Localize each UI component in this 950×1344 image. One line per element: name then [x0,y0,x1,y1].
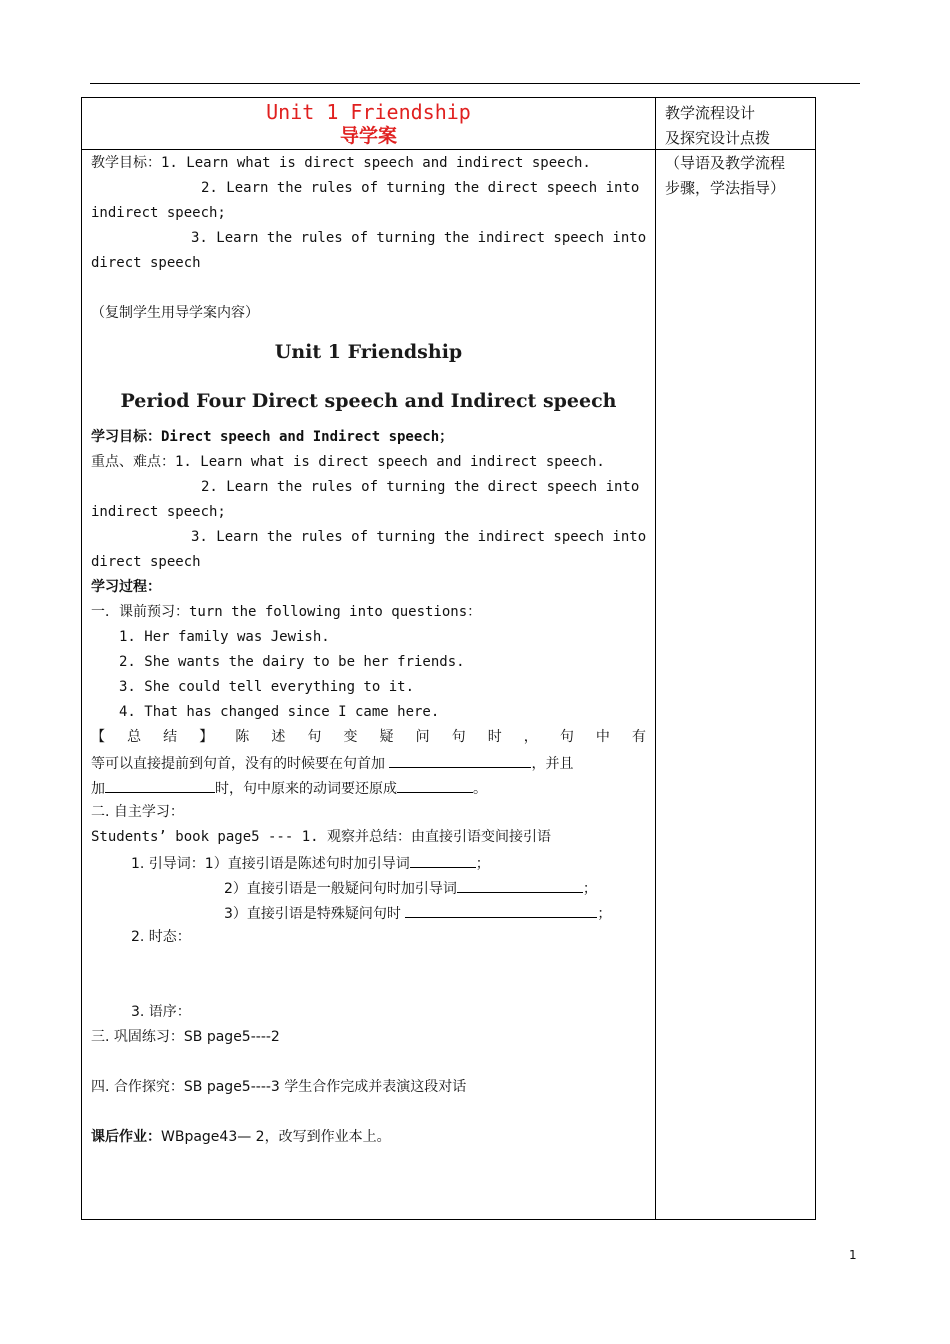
key-3a: 3. Learn the rules of turning the indirect speech into [191,529,647,545]
summary-char: 结 [163,729,178,745]
intro-line-a [91,850,646,875]
side-column-note [665,151,813,201]
summary-char: 】 [199,729,214,745]
key-line-2 [91,475,646,500]
spacer [91,975,646,1000]
lesson-table [81,97,816,1220]
summary-char: 疑 [379,729,394,745]
fill-blank[interactable] [405,900,597,918]
coop-a: 四. 合作探究：SB page5----3 [91,1079,285,1095]
fill-blank[interactable] [410,850,476,868]
objective-line-3 [91,201,646,226]
intro-b: 2）直接引语是一般疑问句时加引导词 [224,881,457,897]
goal-text: Direct speech and Indirect speech； [161,429,454,445]
header-rule [90,83,860,84]
spacer [91,950,646,975]
side-note-line-1: （导语及教学流程 [665,154,786,172]
homework-text: WBpage43— 2，改写到作业本上。 [161,1129,391,1145]
intro-line-b [91,875,646,900]
summary-char: 【 [91,729,105,745]
summary-text-3a: 加 [91,781,105,797]
key-line-3 [91,500,646,525]
period-title: Period Four Direct speech and Indirect speech [120,390,617,412]
objectives-label: 教学目标： [91,155,161,171]
summary-char: 有 [631,729,646,745]
preview-text: turn the following into questions： [189,604,482,620]
self-study-line [91,825,646,850]
title-cell [82,100,655,148]
main-content [91,151,646,1150]
objective-1: 1. Learn what is direct speech and indirect speech. [161,155,591,171]
objective-2a: 2. Learn the rules of turning the direct speech into [201,180,640,196]
objective-line-4 [91,226,646,251]
key-3b: direct speech [91,554,201,570]
objective-3a: 3. Learn the rules of turning the indirect speech into [191,230,647,246]
key-2a: 2. Learn the rules of turning the direct speech into [201,479,640,495]
side-header-line-2: 及探究设计点拨 [665,129,771,147]
intro-a: 1. 引导词：1）直接引语是陈述句时加引导词 [131,856,410,872]
side-column-header [665,101,770,151]
summary-char: 句 [451,729,466,745]
objective-line-1 [91,151,646,176]
coop-line [91,1075,646,1100]
question-3: 3. She could tell everything to it. [119,679,415,695]
summary-text-2b: ，并且 [531,756,574,772]
semicolon: ； [582,881,597,897]
intro-line-c [91,900,646,925]
summary-char: 总 [127,729,142,745]
summary-char: 时 [487,729,502,745]
practice-line: 三. 巩固练习：SB page5----2 [91,1029,280,1045]
spacer [91,276,646,301]
page-number: 1 [849,1248,857,1262]
process-label: 学习过程： [91,579,161,595]
summary-char: 陈 [235,729,250,745]
key-line-4 [91,525,646,550]
self-study-en: Students’ book page5 --- 1. [91,829,328,845]
summary-line-3 [91,775,646,800]
summary-char: 中 [595,729,610,745]
side-header-line-1: 教学流程设计 [665,104,756,122]
title-chinese: 导学案 [339,125,397,147]
self-study-cn: 观察并总结：由直接引语变间接引语 [327,829,552,845]
summary-char: 变 [343,729,358,745]
coop-b: 学生合作完成并表演这段对话 [284,1079,467,1095]
goal-label: 学习目标： [91,429,161,445]
summary-line-2 [91,750,646,775]
self-study-heading: 二. 自主学习： [91,804,184,820]
key-1: 1. Learn what is direct speech and indirect speech. [175,454,605,470]
question-1: 1. Her family was Jewish. [119,629,330,645]
homework-label: 课后作业： [91,1129,161,1145]
question-2: 2. She wants the dairy to be her friends. [119,654,465,670]
summary-text-3b: 时，句中原来的动词要还原成 [215,781,397,797]
summary-text-3c: 。 [473,781,487,797]
tense-line: 2. 时态： [131,929,191,945]
key-line-5 [91,550,646,575]
semicolon: ； [475,856,490,872]
intro-c: 3）直接引语是特殊疑问句时 [224,906,406,922]
key-2b: indirect speech; [91,504,226,520]
goal-line [91,425,646,450]
preview-heading: 一．课前预习： [91,604,189,620]
spacer [91,1100,646,1125]
summary-char: ， [523,729,538,745]
question-4: 4. That has changed since I came here. [119,704,440,720]
objective-line-5 [91,251,646,276]
summary-text-2a: 等可以直接提前到句首，没有的时候要在句首加 [91,756,385,772]
summary-char: 问 [415,729,430,745]
unit-title: Unit 1 Friendship [274,341,463,363]
column-divider [655,98,656,1219]
homework-line [91,1125,646,1150]
spacer [91,1050,646,1075]
semicolon: ； [597,906,612,922]
title-english: Unit 1 Friendship [266,100,471,124]
objective-line-2 [91,176,646,201]
fill-blank[interactable] [105,775,215,793]
key-line-1 [91,450,646,475]
summary-char: 述 [271,729,286,745]
fill-blank[interactable] [389,750,531,768]
order-line: 3. 语序： [131,1004,191,1020]
objective-3b: direct speech [91,255,201,271]
preview-line [91,600,646,625]
fill-blank[interactable] [397,775,473,793]
objective-2b: indirect speech; [91,205,226,221]
summary-char: 句 [307,729,322,745]
side-note-line-2: 步骤，学法指导） [665,179,786,197]
copy-note: （复制学生用导学案内容） [91,305,259,321]
fill-blank[interactable] [457,875,583,893]
summary-char: 句 [559,729,574,745]
key-label: 重点、难点： [91,454,175,470]
summary-line-1 [91,725,646,750]
